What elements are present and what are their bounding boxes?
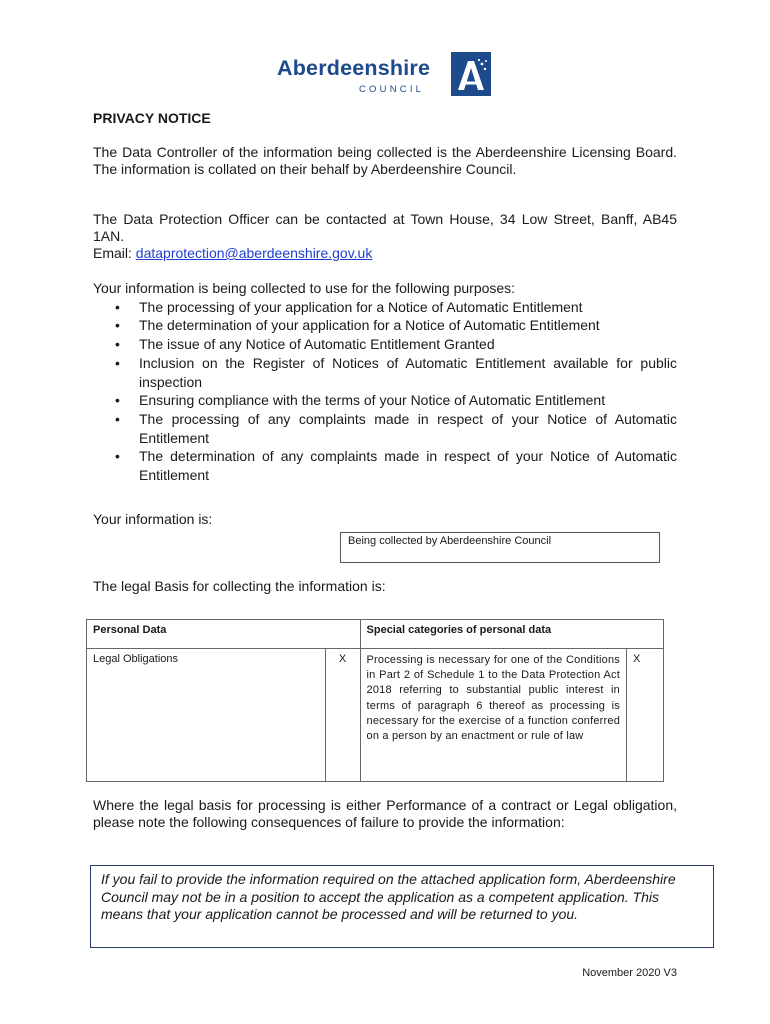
dpo-address: The Data Protection Officer can be contacted at Town House, 34 Low Street, Banff, AB45 1AN. bbox=[93, 211, 677, 244]
logo-council: COUNCIL bbox=[359, 84, 425, 95]
council-logo-icon bbox=[451, 52, 491, 96]
purposes-intro: Your information is being collected to use for the following purposes: bbox=[93, 280, 516, 296]
personal-basis-cell: Legal Obligations bbox=[87, 649, 326, 782]
list-item: • The determination of your application for a Notice of Automatic Entitlement bbox=[115, 317, 600, 334]
dpo-paragraph bbox=[93, 211, 677, 262]
table-row bbox=[87, 649, 664, 782]
purposes-section bbox=[93, 279, 677, 485]
header-personal-data: Personal Data bbox=[87, 620, 361, 649]
footer-version: November 2020 V3 bbox=[582, 967, 677, 979]
purposes-list bbox=[93, 298, 677, 485]
consequences-paragraph: Where the legal basis for processing is either Performance of a contract or Legal obligation, please note the following consequences of failure to provide the information: bbox=[93, 797, 677, 830]
page-title: PRIVACY NOTICE bbox=[93, 110, 211, 126]
list-item: • The determination of any complaints made in respect of your Notice of Automatic Entitlement bbox=[115, 448, 677, 484]
collection-box: Being collected by Aberdeenshire Council bbox=[340, 532, 660, 563]
bullet-icon: • bbox=[115, 448, 120, 465]
list-item: • The processing of your application for a Notice of Automatic Entitlement bbox=[115, 298, 583, 315]
bullet-icon: • bbox=[115, 336, 120, 353]
legal-basis-table bbox=[86, 619, 664, 782]
intro-paragraph: The Data Controller of the information being collected is the Aberdeenshire Licensing Board. The information is collated on their behalf by Aberdeenshire Council. bbox=[93, 144, 677, 177]
list-item: • The issue of any Notice of Automatic Entitlement Granted bbox=[115, 336, 495, 353]
bullet-icon: • bbox=[115, 392, 120, 409]
email-link[interactable]: dataprotection@aberdeenshire.gov.uk bbox=[135, 245, 373, 261]
legal-basis-label: The legal Basis for collecting the information is: bbox=[93, 578, 386, 594]
bullet-icon: • bbox=[115, 354, 120, 371]
list-item: • The processing of any complaints made in respect of your Notice of Automatic Entitlement bbox=[115, 410, 677, 446]
personal-basis-mark: X bbox=[325, 649, 360, 782]
warning-box: If you fail to provide the information required on the attached application form, Aberdeenshire Council may not be in a position to accept the application as a competent application. This means that your application cannot be processed and will be returned to you. bbox=[90, 865, 714, 948]
header-special-categories: Special categories of personal data bbox=[360, 620, 663, 649]
bullet-icon: • bbox=[115, 317, 120, 334]
email-label: Email: bbox=[93, 245, 136, 261]
list-item: • Ensuring compliance with the terms of your Notice of Automatic Entitlement bbox=[115, 392, 606, 409]
special-basis-mark: X bbox=[627, 649, 664, 782]
bullet-icon: • bbox=[115, 410, 120, 427]
information-is-label: Your information is: bbox=[93, 511, 213, 527]
logo-name: Aberdeenshire bbox=[277, 56, 431, 80]
list-item: • Inclusion on the Register of Notices of Automatic Entitlement available for public inspection bbox=[115, 354, 677, 390]
special-basis-cell: Processing is necessary for one of the Conditions in Part 2 of Schedule 1 to the Data Protection Act 2018 referring to substantial public interest in terms of paragraph 6 thereof as processing is necessary for the exercise of a function conferred on a person by an enactment or rule of law bbox=[360, 649, 627, 782]
table-header-row bbox=[87, 620, 664, 649]
bullet-icon: • bbox=[115, 298, 120, 315]
